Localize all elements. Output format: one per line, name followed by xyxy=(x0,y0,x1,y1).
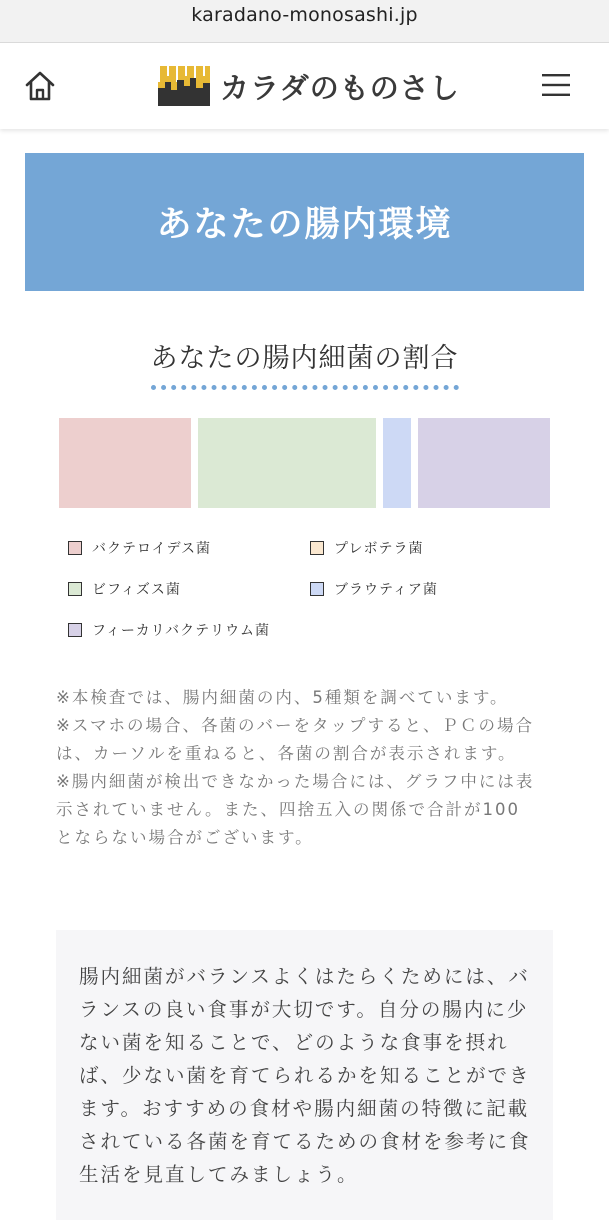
page-banner xyxy=(25,153,584,291)
legend-item-faecalibacterium xyxy=(68,620,270,640)
advice-box xyxy=(56,930,553,1220)
url-text: karadano-monosashi.jp xyxy=(191,4,418,26)
legend-item-prevotella xyxy=(310,538,423,558)
browser-url-bar[interactable] xyxy=(0,0,609,43)
home-button[interactable] xyxy=(22,69,58,103)
legend-item-bacteroides xyxy=(68,538,211,558)
legend-label: バクテロイデス菌 xyxy=(92,541,212,557)
logo-text: カラダのものさし xyxy=(220,70,460,105)
site-logo[interactable] xyxy=(158,65,460,107)
chart-bar-segment[interactable] xyxy=(198,418,377,508)
legend-swatch xyxy=(68,623,82,637)
section-title: あなたの腸内細菌の割合 xyxy=(151,336,459,390)
legend-label: ブラウティア菌 xyxy=(334,582,438,598)
note-text: ※本検査では、腸内細菌の内、5種類を調べています。 xyxy=(56,688,509,707)
legend-swatch xyxy=(310,582,324,596)
chart-bar-segment[interactable] xyxy=(59,418,191,508)
advice-text: 腸内細菌がバランスよくはたらくためには、バランスの良い食事が大切です。自分の腸内に少ない菌を知ることで、どのような食事を摂れば、少ない菌を育てられるかを知ることができます。おすすめの食材や腸内細菌の特徴に記載されている各菌を育てるための食材を参考に食生活を見直してみましょう。 xyxy=(79,965,531,1186)
legend-swatch xyxy=(310,541,324,555)
legend-label: フィーカリバクテリウム菌 xyxy=(92,623,271,639)
page-title: あなたの腸内環境 xyxy=(156,205,453,245)
note-text: ※腸内細菌が検出できなかった場合には、グラフ中には表示されていません。また、四捨五入の関係で合計が100とならない場合がございます。 xyxy=(56,772,535,847)
legend-label: プレボテラ菌 xyxy=(334,541,424,557)
legend-swatch xyxy=(68,582,82,596)
legend-item-blautia xyxy=(310,579,438,599)
legend-item-bifidus xyxy=(68,579,181,599)
chart-bar-segment[interactable] xyxy=(383,418,411,508)
legend-label: ビフィズス菌 xyxy=(92,582,181,598)
menu-button[interactable] xyxy=(542,73,570,97)
home-icon xyxy=(22,69,58,103)
section-heading xyxy=(0,336,609,390)
legend-swatch xyxy=(68,541,82,555)
chart-bar-segment[interactable] xyxy=(418,418,550,508)
notes-block xyxy=(56,684,536,852)
site-header xyxy=(0,43,609,129)
logo-ruler-icon xyxy=(158,66,210,106)
chart-legend xyxy=(68,538,548,648)
bacteria-ratio-chart xyxy=(59,418,550,508)
hamburger-menu-icon xyxy=(542,73,570,97)
note-text: ※スマホの場合、各菌のバーをタップすると、ＰＣの場合は、カーソルを重ねると、各菌の割合が表示されます。 xyxy=(56,716,534,763)
